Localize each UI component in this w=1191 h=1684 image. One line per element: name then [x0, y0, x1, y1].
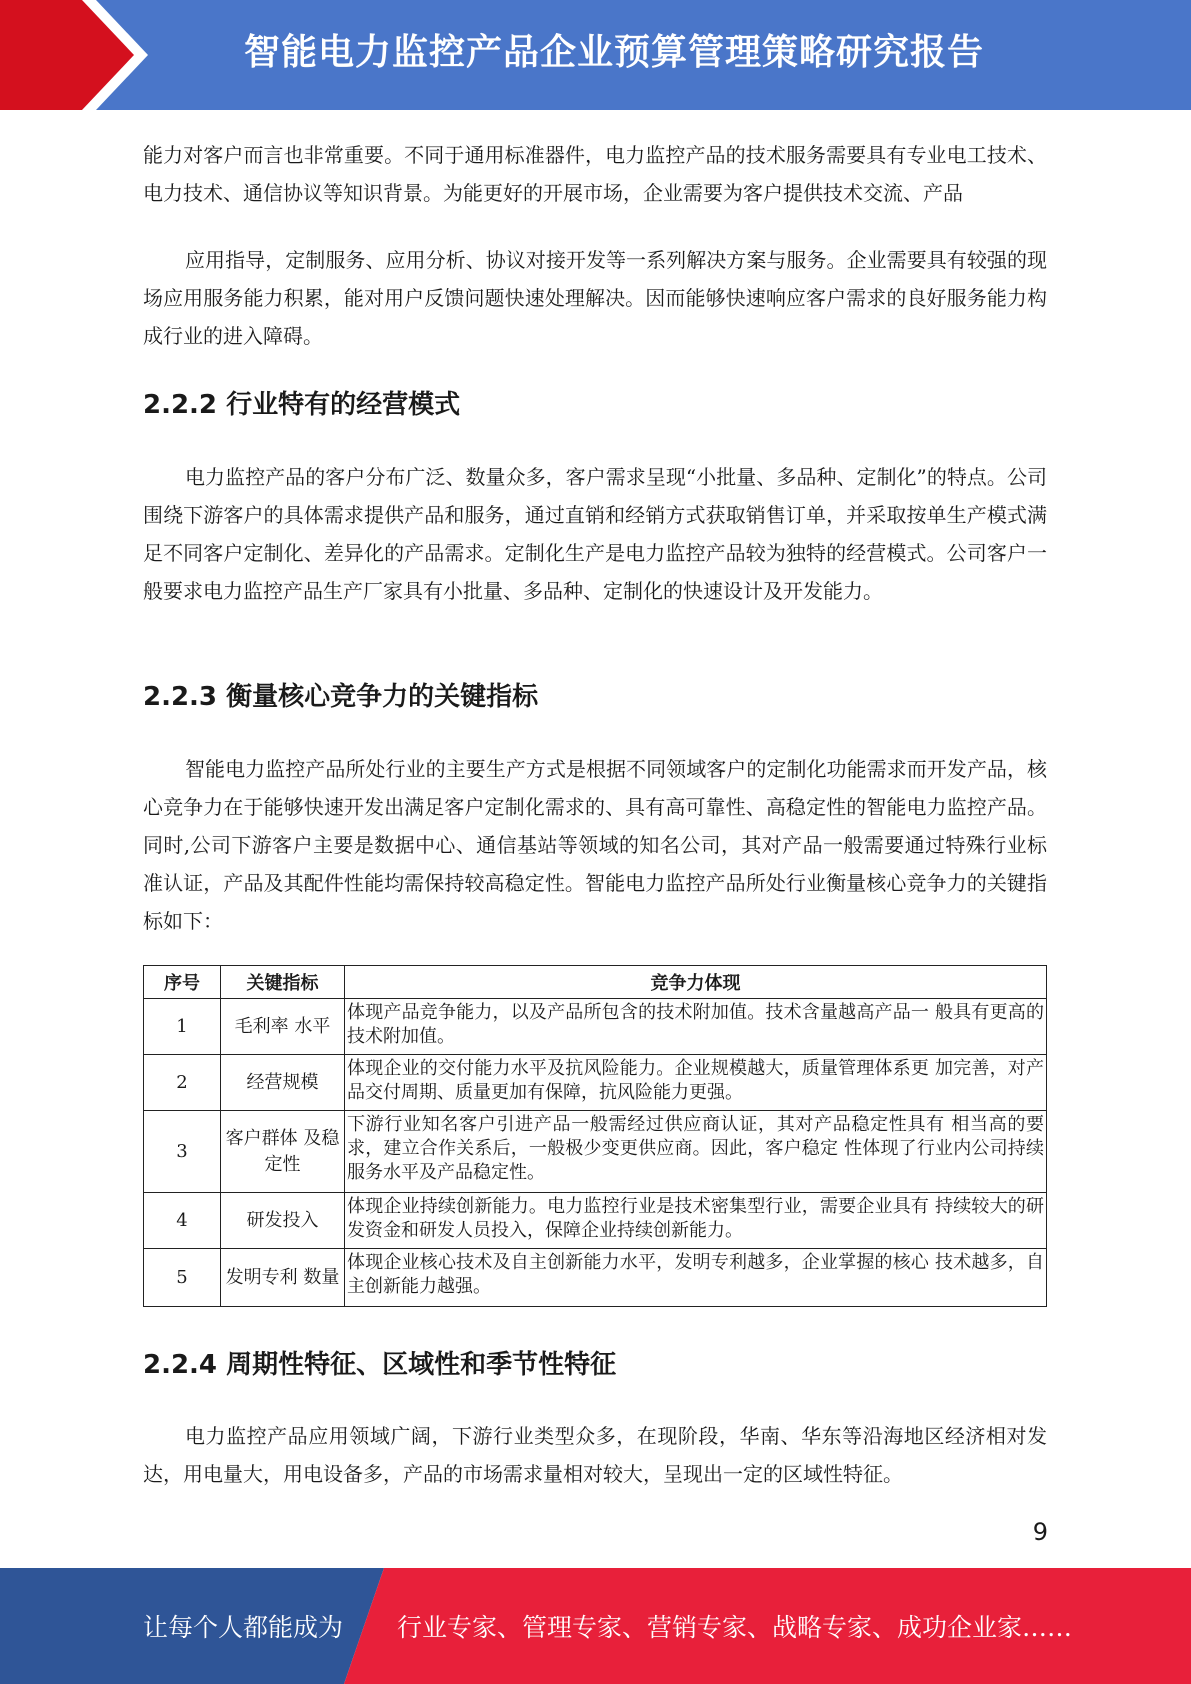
table-header-indicator: 关键指标 — [221, 966, 345, 999]
row-description: 下游行业知名客户引进产品一般需经过供应商认证，其对产品稳定性具有 相当高的要求，建立合作关系后，一般极少变更供应商。因此，客户稳定 性体现了行业内公司持续服务水平及产品稳定性。 — [345, 1111, 1047, 1193]
row-description: 体现产品竞争能力，以及产品所包含的技术附加值。技术含量越高产品一 般具有更高的技术附加值。 — [345, 999, 1047, 1055]
section-heading-2-2-2: 2.2.2 行业特有的经营模式 — [143, 390, 461, 420]
page-number: 9 — [1032, 1518, 1048, 1546]
row-indicator: 毛利率 水平 — [221, 999, 345, 1055]
row-number: 1 — [144, 999, 221, 1055]
row-indicator: 发明专利 数量 — [221, 1249, 345, 1307]
row-number: 3 — [144, 1111, 221, 1193]
header-band — [0, 0, 1191, 110]
footer-slogan-right: 行业专家、管理专家、营销专家、战略专家、成功企业家…… — [397, 1613, 1073, 1642]
paragraph-business-model: 电力监控产品的客户分布广泛、数量众多，客户需求呈现“小批量、多品种、定制化”的特点。公司围绕下游客户的具体需求提供产品和服务，通过直销和经销方式获取销售订单，并采取按单生产模式满足不同客户定制化、差异化的产品需求。定制化生产是电力监控产品较为独特的经营模式。公司客户一般要求电力监控产品生产厂家具有小批量、多品种、定制化的快速设计及开发能力。 — [143, 465, 1047, 603]
table-row — [144, 999, 1047, 1055]
row-description: 体现企业核心技术及自主创新能力水平，发明专利越多，企业掌握的核心 技术越多，自主创新能力越强。 — [345, 1249, 1047, 1307]
row-description: 体现企业的交付能力水平及抗风险能力。企业规模越大，质量管理体系更 加完善，对产品交付周期、质量更加有保障，抗风险能力更强。 — [345, 1055, 1047, 1111]
section-heading-2-2-3: 2.2.3 衡量核心竞争力的关键指标 — [143, 682, 539, 712]
table-header-row — [144, 966, 1047, 999]
row-description: 体现企业持续创新能力。电力监控行业是技术密集型行业，需要企业具有 持续较大的研发资金和研发人员投入，保障企业持续创新能力。 — [345, 1193, 1047, 1249]
table-row — [144, 1055, 1047, 1111]
footer-slogan-left: 让每个人都能成为 — [143, 1613, 344, 1642]
row-number: 4 — [144, 1193, 221, 1249]
key-indicators-table — [143, 965, 1047, 1307]
table-row — [144, 1249, 1047, 1307]
footer-band — [0, 1568, 1191, 1684]
table-row — [144, 1193, 1047, 1249]
header-chevron-graphic — [0, 0, 160, 110]
table-header-description: 竞争力体现 — [345, 966, 1047, 999]
row-number: 2 — [144, 1055, 221, 1111]
table-header-no: 序号 — [144, 966, 221, 999]
section-heading-2-2-4: 2.2.4 周期性特征、区域性和季节性特征 — [143, 1350, 617, 1380]
row-indicator: 研发投入 — [221, 1193, 345, 1249]
table-row — [144, 1111, 1047, 1193]
report-title: 智能电力监控产品企业预算管理策略研究报告 — [244, 32, 985, 73]
row-number: 5 — [144, 1249, 221, 1307]
paragraph-continued: 能力对客户而言也非常重要。不同于通用标准器件，电力监控产品的技术服务需要具有专业电工技术、电力技术、通信协议等知识背景。为能更好的开展市场，企业需要为客户提供技术交流、产品 — [143, 143, 1047, 205]
paragraph-regional-features: 电力监控产品应用领域广阔，下游行业类型众多，在现阶段，华南、华东等沿海地区经济相对发达，用电量大，用电设备多，产品的市场需求量相对较大，呈现出一定的区域性特征。 — [143, 1424, 1047, 1486]
row-indicator: 客户群体 及稳定性 — [221, 1111, 345, 1193]
row-indicator: 经营规模 — [221, 1055, 345, 1111]
paragraph-service-ability: 应用指导，定制服务、应用分析、协议对接开发等一系列解决方案与服务。企业需要具有较强的现场应用服务能力积累，能对用户反馈问题快速处理解决。因而能够快速响应客户需求的良好服务能力构成行业的进入障碍。 — [143, 248, 1047, 348]
paragraph-key-indicators: 智能电力监控产品所处行业的主要生产方式是根据不同领域客户的定制化功能需求而开发产品，核心竞争力在于能够快速开发出满足客户定制化需求的、具有高可靠性、高稳定性的智能电力监控产品。同时,公司下游客户主要是数据中心、通信基站等领域的知名公司，其对产品一般需要通过特殊行业标准认证，产品及其配件性能均需保持较高稳定性。智能电力监控产品所处行业衡量核心竞争力的关键指标如下： — [143, 757, 1047, 933]
